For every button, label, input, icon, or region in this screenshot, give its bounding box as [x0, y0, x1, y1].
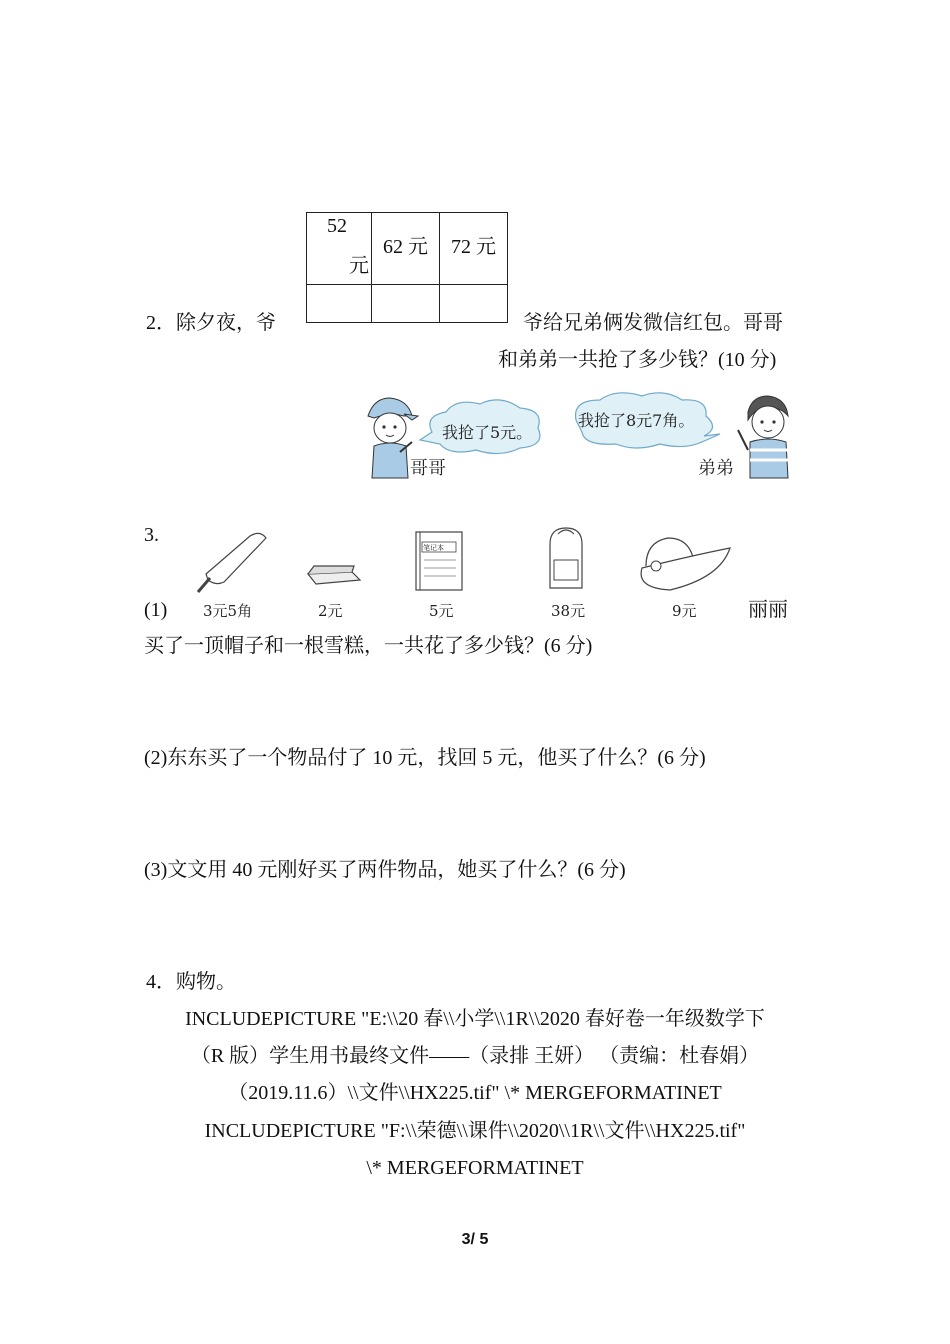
table-row: [307, 213, 508, 285]
table-cell-empty: [307, 285, 372, 323]
bubble-right-text: 我抢了8元7角。: [578, 411, 695, 430]
notebook-cover-text: 笔记本: [423, 544, 444, 552]
q3-sub1-prefix: (1): [144, 599, 168, 621]
q2-prefix: 2．除夕夜，爷: [146, 312, 276, 334]
notebook-icon: [416, 532, 462, 590]
q4-field-line-3: （2019.11.6）\\文件\\HX225.tif" \* MERGEFORMATINET: [228, 1082, 722, 1104]
table-cell-52: 52 元: [307, 213, 372, 285]
price-notebook: 5元: [429, 602, 454, 620]
price-popsicle: 3元5角: [203, 602, 253, 620]
bubble-left-text: 我抢了5元。: [442, 423, 533, 442]
price-table: [306, 212, 508, 323]
table-cell-72: 72 元: [440, 213, 508, 285]
q2-line2: 和弟弟一共抢了多少钱？(10 分): [498, 349, 777, 371]
q4-field-line-4: INCLUDEPICTURE "F:\\荣德\\课件\\2020\\1R\\文件\\HX225.tif": [204, 1120, 746, 1142]
table-cell-empty: [440, 285, 508, 323]
label-little-brother: 弟弟: [698, 458, 734, 479]
table-cell-62: 62 元: [372, 213, 440, 285]
price-backpack: 38元: [551, 602, 586, 620]
q3-sub1-line2: 买了一顶帽子和一根雪糕，一共花了多少钱？(6 分): [144, 635, 593, 657]
q3-sub1-tail: 丽丽: [748, 599, 788, 621]
q4-title: 4．购物。: [146, 971, 236, 993]
hat-icon: [641, 538, 730, 590]
q3-sub3: (3)文文用 40 元刚好买了两件物品，她买了什么？(6 分): [144, 859, 626, 881]
q3-number: 3.: [144, 524, 159, 546]
q3-sub2: (2)东东买了一个物品付了 10 元，找回 5 元，他买了什么？(6 分): [144, 747, 706, 769]
price-hat: 9元: [672, 602, 697, 620]
table-row: [307, 285, 508, 323]
price-eraser: 2元: [318, 602, 343, 620]
table-cell-empty: [372, 285, 440, 323]
label-big-brother: 哥哥: [410, 458, 446, 479]
eraser-icon: [308, 566, 360, 584]
product-pictures: [190, 526, 750, 596]
page-number: 3/ 5: [461, 1231, 489, 1248]
q4-field-line-2: （R 版）学生用书最终文件——（录排 王妍） （责编：杜春娟）: [190, 1045, 760, 1067]
q4-field-line-1: INCLUDEPICTURE "E:\\20 春\\小学\\1R\\2020 春好卷一年级数学下: [185, 1008, 765, 1030]
popsicle-icon: [198, 533, 266, 592]
q4-field-line-5: \* MERGEFORMATINET: [366, 1157, 584, 1179]
little-brother-figure: [738, 396, 788, 478]
backpack-icon: [550, 528, 582, 588]
q2-suffix: 爷给兄弟俩发微信红包。哥哥: [523, 312, 783, 334]
red-packet-illustration: [360, 390, 800, 485]
